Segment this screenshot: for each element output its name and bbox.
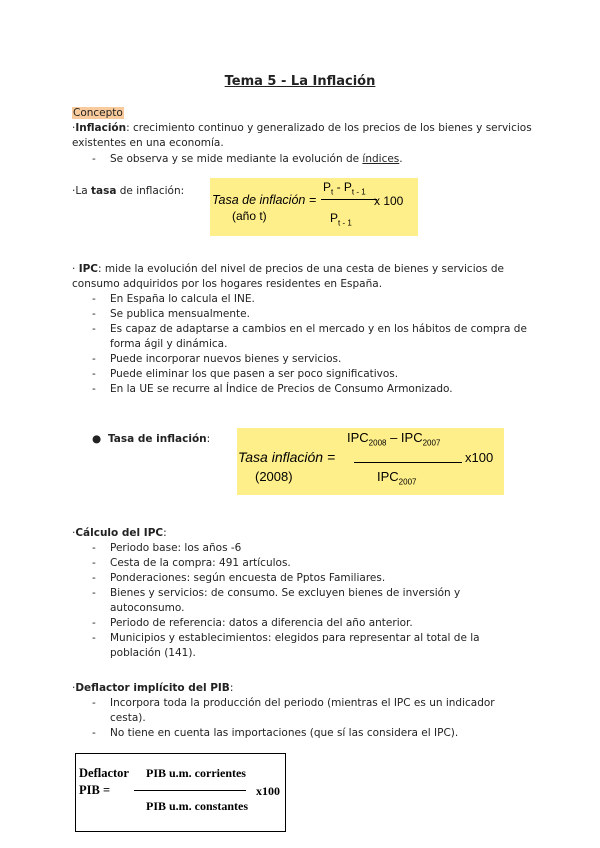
tasa2-formula-sub: (2008) xyxy=(255,469,293,484)
deflactor-multiplier: x100 xyxy=(256,784,280,798)
inflacion-list xyxy=(72,152,530,167)
fraction-line xyxy=(354,462,462,463)
list-item: - Cesta de la compra: 491 artículos. xyxy=(72,556,530,571)
indices-link: índices xyxy=(362,153,400,165)
tasa-formula-box xyxy=(210,178,418,236)
list-item: - Se publica mensualmente. xyxy=(72,307,530,322)
list-item: - Se observa y se mide mediante la evolución de índices. xyxy=(72,152,530,167)
deflactor-formula-line2: PIB = xyxy=(79,783,111,797)
section-label-concepto xyxy=(72,106,124,121)
list-item: - Puede eliminar los que pasen a ser poco significativos. xyxy=(72,367,530,382)
ipc-definition: · IPC: mide la evolución del nivel de precios de una cesta de bienes y servicios de consumo adquiridos por los hogares residentes en España. xyxy=(72,263,504,290)
list-item: - Municipios y establecimientos: elegidos para representar al total de la población (141). xyxy=(72,631,530,661)
list-item: - Bienes y servicios: de consumo. Se excluyen bienes de inversión y autoconsumo. xyxy=(72,586,530,616)
list-item: - En la UE se recurre al Índice de Precios de Consumo Armonizado. xyxy=(72,382,530,397)
deflactor-list xyxy=(72,696,530,741)
list-item: - Periodo de referencia: datos a diferencia del año anterior. xyxy=(72,616,530,631)
list-item: - Incorpora toda la producción del periodo (mientras el IPC es un indicador cesta). xyxy=(72,696,530,726)
fraction-line xyxy=(321,199,377,200)
ipc-term: IPC xyxy=(78,263,98,275)
deflactor-denominator: PIB u.m. constantes xyxy=(146,799,249,813)
deflactor-formula-box xyxy=(75,753,286,832)
deflactor-formula-line1: Deflactor xyxy=(79,766,129,780)
calculo-list xyxy=(72,541,530,661)
tasa2-formula-label: Tasa inflación = xyxy=(238,449,336,465)
tasa-numerator: $P_t - P_{t - 1}$ xyxy=(323,180,366,197)
bullet-dot: ● xyxy=(92,433,102,445)
tasa-formula-label: Tasa de inflación = xyxy=(212,193,317,207)
list-item: - No tiene en cuenta las importaciones (que sí las considera el IPC). xyxy=(72,726,530,741)
list-item: - Puede incorporar nuevos bienes y servicios. xyxy=(72,352,530,367)
tasa2-numerator: $IPC_{2008} - IPC_{2007}$ xyxy=(347,430,441,448)
tasa-multiplier: x 100 xyxy=(374,194,404,208)
tasa2-multiplier: x100 xyxy=(465,450,494,465)
list-item: - En España lo calcula el INE. xyxy=(72,292,530,307)
inflacion-term: Inflación xyxy=(75,122,127,134)
list-item: - Periodo base: los años -6 xyxy=(72,541,530,556)
tasa2-label: Tasa de inflación: xyxy=(108,433,211,445)
deflactor-heading: ·Deflactor implícito del PIB: xyxy=(72,682,234,694)
fraction-line xyxy=(134,790,246,791)
deflactor-numerator: PIB u.m. corrientes xyxy=(146,766,246,780)
list-item: - Es capaz de adaptarse a cambios en el mercado y en los hábitos de compra de forma ágil y dinámica. xyxy=(72,322,530,352)
list-item: - Ponderaciones: según encuesta de Pptos Familiares. xyxy=(72,571,530,586)
tasa-label: ·La tasa de inflación: xyxy=(72,185,185,197)
calculo-heading: ·Cálculo del IPC: xyxy=(72,527,167,539)
tasa2-formula-box xyxy=(237,428,504,495)
tasa-formula-sub: (año t) xyxy=(232,209,267,223)
tasa-denominator: $P_{t - 1}$ xyxy=(330,211,352,228)
inflacion-definition: ·Inflación: crecimiento continuo y generalizado de los precios de los bienes y servicios existentes en una economía. xyxy=(72,122,532,149)
page-title: Tema 5 - La Inflación xyxy=(224,74,376,89)
tasa2-denominator: $IPC_{2007}$ xyxy=(377,469,417,487)
ipc-list xyxy=(72,292,530,397)
concepto-highlight: Concepto xyxy=(73,107,123,119)
